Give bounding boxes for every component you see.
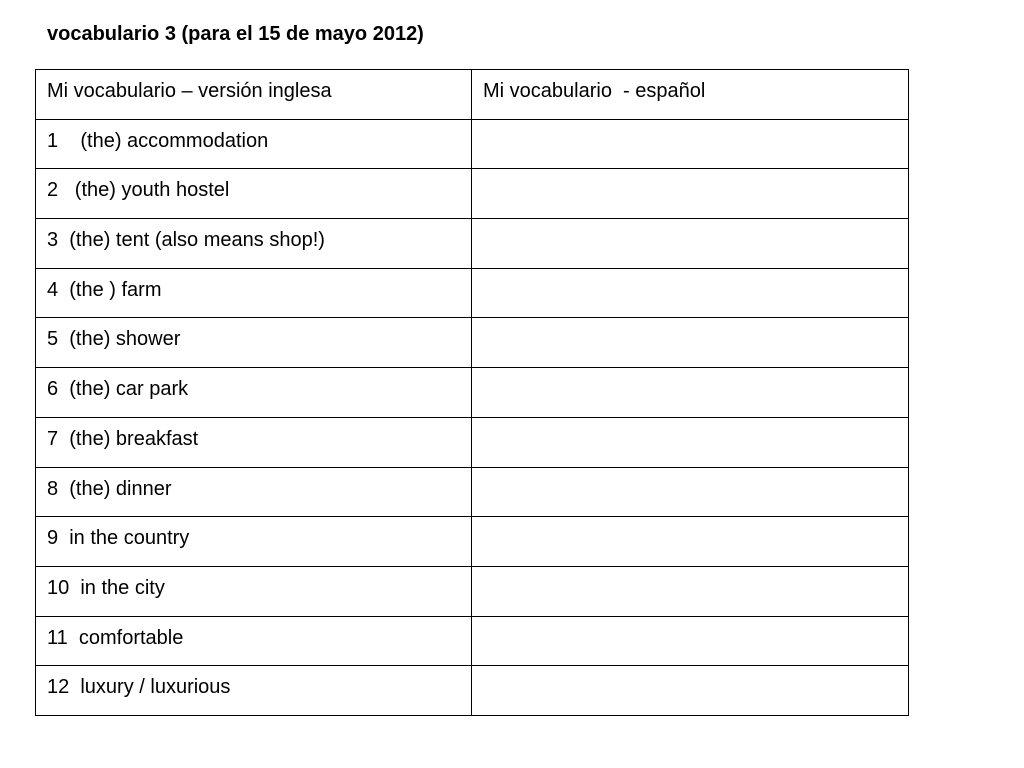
spanish-answer-cell[interactable] bbox=[472, 417, 909, 467]
table-row bbox=[36, 467, 909, 517]
table-row bbox=[36, 417, 909, 467]
table-row bbox=[36, 219, 909, 269]
table-row bbox=[36, 268, 909, 318]
table-row bbox=[36, 368, 909, 418]
table-row bbox=[36, 318, 909, 368]
english-term-cell: 6 (the) car park bbox=[36, 368, 472, 418]
spanish-answer-cell[interactable] bbox=[472, 368, 909, 418]
english-term-cell: 9 in the country bbox=[36, 517, 472, 567]
table-header-row bbox=[36, 70, 909, 120]
english-term-cell: 3 (the) tent (also means shop!) bbox=[36, 219, 472, 269]
table-row bbox=[36, 169, 909, 219]
header-spanish: Mi vocabulario - español bbox=[472, 70, 909, 120]
english-term-cell: 5 (the) shower bbox=[36, 318, 472, 368]
spanish-answer-cell[interactable] bbox=[472, 169, 909, 219]
vocabulary-table bbox=[35, 69, 909, 716]
table-row bbox=[36, 666, 909, 716]
table-row bbox=[36, 119, 909, 169]
spanish-answer-cell[interactable] bbox=[472, 219, 909, 269]
english-term-cell: 10 in the city bbox=[36, 566, 472, 616]
spanish-answer-cell[interactable] bbox=[472, 119, 909, 169]
spanish-answer-cell[interactable] bbox=[472, 616, 909, 666]
spanish-answer-cell[interactable] bbox=[472, 467, 909, 517]
english-term-cell: 4 (the ) farm bbox=[36, 268, 472, 318]
english-term-cell: 2 (the) youth hostel bbox=[36, 169, 472, 219]
header-english: Mi vocabulario – versión inglesa bbox=[36, 70, 472, 120]
spanish-answer-cell[interactable] bbox=[472, 566, 909, 616]
english-term-cell: 7 (the) breakfast bbox=[36, 417, 472, 467]
spanish-answer-cell[interactable] bbox=[472, 517, 909, 567]
english-term-cell: 8 (the) dinner bbox=[36, 467, 472, 517]
spanish-answer-cell[interactable] bbox=[472, 666, 909, 716]
english-term-cell: 1 (the) accommodation bbox=[36, 119, 472, 169]
english-term-cell: 11 comfortable bbox=[36, 616, 472, 666]
spanish-answer-cell[interactable] bbox=[472, 318, 909, 368]
page-title: vocabulario 3 (para el 15 de mayo 2012) bbox=[47, 23, 424, 45]
table-row bbox=[36, 616, 909, 666]
table-row bbox=[36, 517, 909, 567]
spanish-answer-cell[interactable] bbox=[472, 268, 909, 318]
english-term-cell: 12 luxury / luxurious bbox=[36, 666, 472, 716]
table-row bbox=[36, 566, 909, 616]
